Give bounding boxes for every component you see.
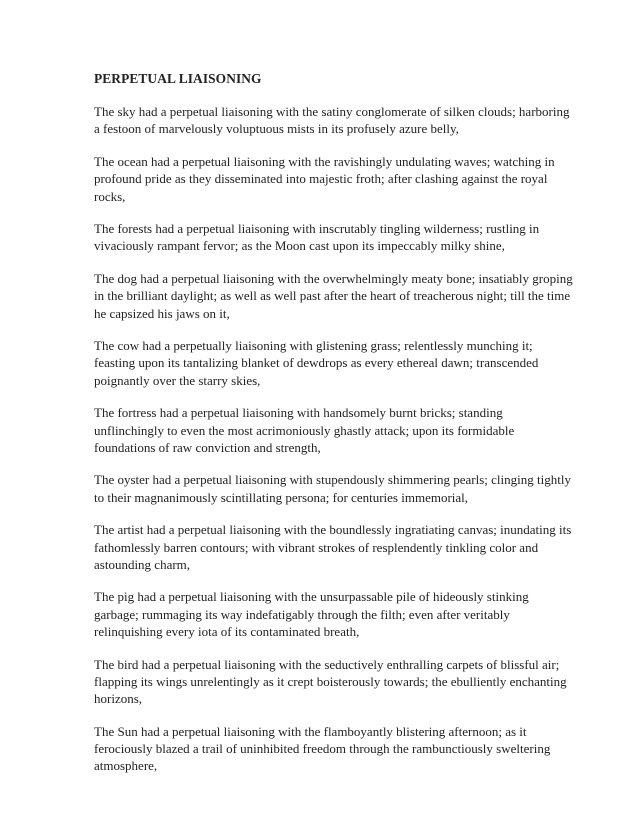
document-title: PERPETUAL LIAISONING <box>94 71 262 86</box>
paragraph-pig: The pig had a perpetual liaisoning with the unsurpassable pile of hideously stinking garbage; rummaging its way indefatigably through the filth; even after veritably relinquishing every iota of its contaminated breath, <box>94 589 529 639</box>
document-page <box>94 70 574 790</box>
paragraph-artist: The artist had a perpetual liaisoning with the boundlessly ingratiating canvas; inundating its fathomlessly barren contours; with vibrant strokes of resplendently tinkling color and astounding charm, <box>94 522 572 572</box>
paragraph-bird: The bird had a perpetual liaisoning with the seductively enthralling carpets of blissful air; flapping its wings unrelentingly as it crept boisterously towards; the ebulliently enchanting horizons, <box>94 656 567 706</box>
paragraph-sky: The sky had a perpetual liaisoning with the satiny conglomerate of silken clouds; harboring a festoon of marvelously voluptuous mists in its profusely azure belly, <box>94 104 570 137</box>
paragraph-dog: The dog had a perpetual liaisoning with the overwhelmingly meaty bone; insatiably groping in the brilliant daylight; as well as well past after the heart of treacherous night; till the time he capsized his jaws on it, <box>94 271 573 321</box>
paragraph-fortress: The fortress had a perpetual liaisoning with handsomely burnt bricks; standing unflinchingly to even the most acrimoniously ghastly attack; upon its formidable foundations of raw conviction and strength, <box>94 405 515 455</box>
paragraph-sun: The Sun had a perpetual liaisoning with the flamboyantly blistering afternoon; as it ferociously blazed a trail of uninhibited freedom through the rambunctiously sweltering atmosphere, <box>94 723 551 774</box>
paragraph-ocean: The ocean had a perpetual liaisoning with the ravishingly undulating waves; watching in profound pride as they disseminated into majestic froth; after clashing against the royal rocks, <box>94 154 555 204</box>
paragraph-forests: The forests had a perpetual liaisoning with inscrutably tingling wilderness; rustling in vivaciously rampant fervor; as the Moon cast upon its impeccably milky shine, <box>94 221 540 254</box>
paragraph-oyster: The oyster had a perpetual liaisoning with stupendously shimmering pearls; clinging tightly to their magnanimously scintillating persona; for centuries immemorial, <box>94 472 571 505</box>
paragraph-cow: The cow had a perpetually liaisoning with glistening grass; relentlessly munching it; feasting upon its tantalizing blanket of dewdrops as every ethereal dawn; transcended poignantly over the starry skies, <box>94 338 539 388</box>
